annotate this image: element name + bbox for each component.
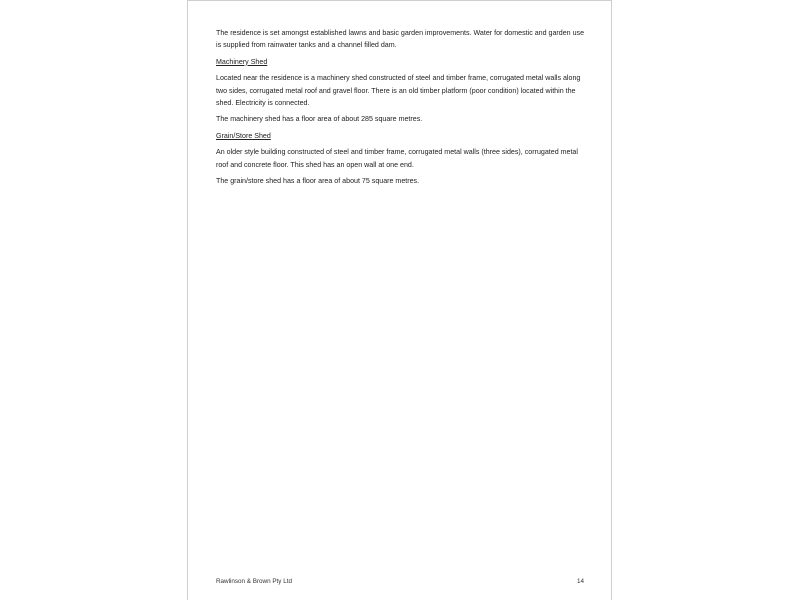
page-top-border bbox=[188, 0, 611, 1]
footer-company: Rawlinson & Brown Pty Ltd bbox=[216, 578, 292, 585]
machinery-shed-heading: Machinery Shed bbox=[216, 57, 268, 66]
document-page bbox=[187, 0, 612, 600]
machinery-shed-area: The machinery shed has a floor area of about 285 square metres. bbox=[216, 115, 423, 124]
grain-store-shed-description: An older style building constructed of steel and timber frame, corrugated metal walls (three sides), corrugated metal roof and concrete floor. This shed has an open wall at one end. bbox=[216, 148, 578, 169]
machinery-shed-description: Located near the residence is a machinery shed constructed of steel and timber frame, corrugated metal walls along two sides, corrugated metal roof and gravel floor. There is an old timber platform (poor condition) located within the shed. Electricity is connected. bbox=[216, 74, 581, 108]
grain-store-shed-area: The grain/store shed has a floor area of about 75 square metres. bbox=[216, 177, 420, 186]
footer-page-number: 14 bbox=[576, 578, 584, 585]
residence-paragraph: The residence is set amongst established lawns and basic garden improvements. Water for domestic and garden use is supplied from rainwater tanks and a channel filled dam. bbox=[216, 29, 585, 50]
grain-store-shed-heading: Grain/Store Shed bbox=[216, 131, 271, 140]
page-content bbox=[216, 27, 588, 191]
